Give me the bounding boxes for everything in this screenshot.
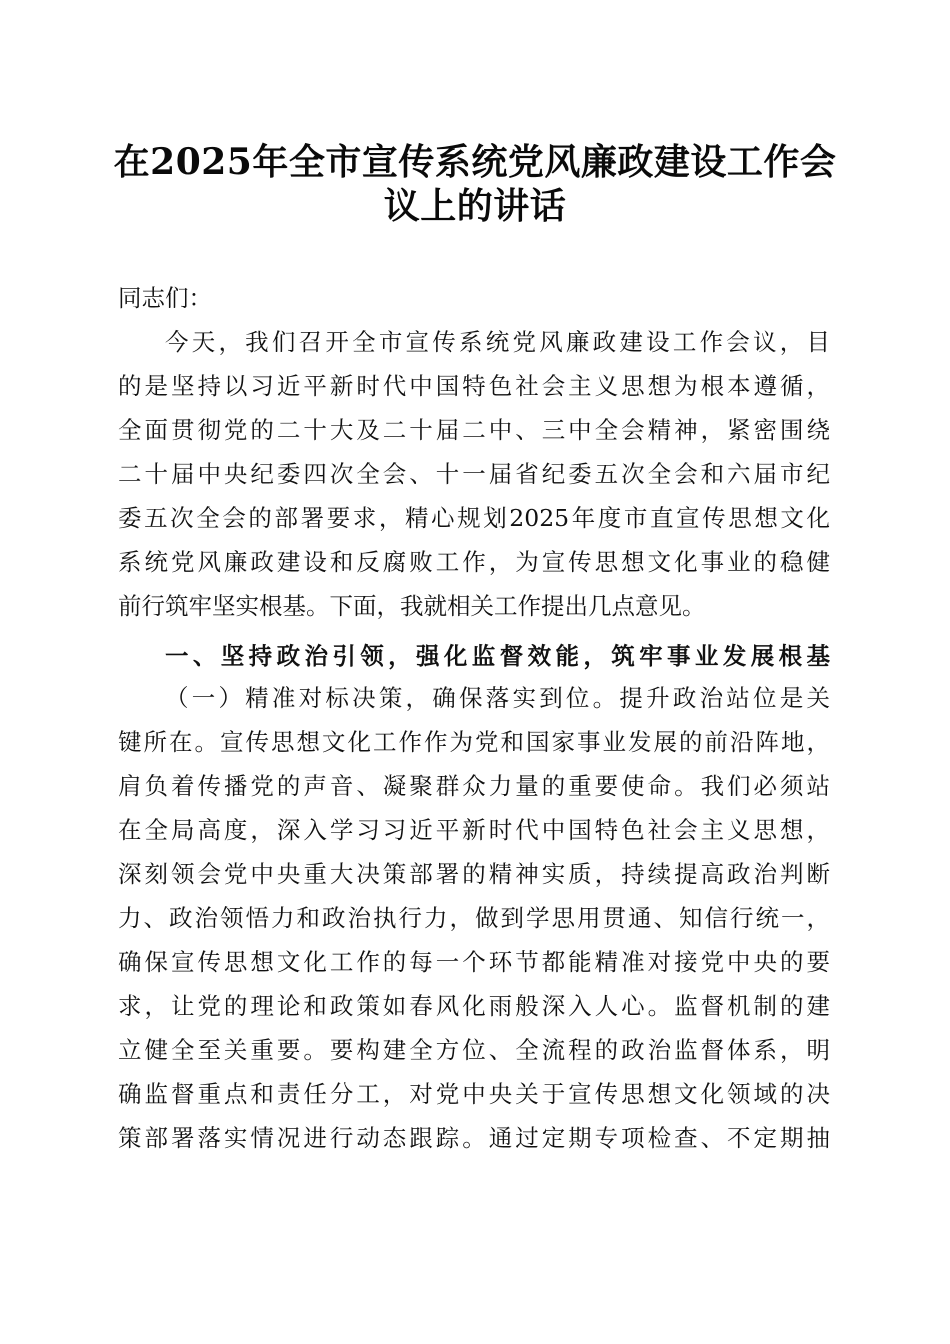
paragraph-line: 全面贯彻党的二十大及二十届二中、三中全会精神，紧密围绕 <box>118 416 830 444</box>
paragraph-line: 策部署落实情况进行动态跟踪。通过定期专项检查、不定期抽 <box>118 1124 830 1152</box>
document-title-line-1: 在2025年全市宣传系统党风廉政建设工作会 <box>113 141 837 183</box>
paragraph-line: 委五次全会的部署要求，精心规划2025年度市直宣传思想文化 <box>118 504 830 532</box>
paragraph-line: （一）精准对标决策，确保落实到位。提升政治站位是关 <box>165 684 830 712</box>
paragraph-line: 立健全至关重要。要构建全方位、全流程的政治监督体系，明 <box>118 1036 830 1064</box>
paragraph-line: 在全局高度，深入学习习近平新时代中国特色社会主义思想， <box>118 816 830 844</box>
paragraph-line: 深刻领会党中央重大决策部署的精神实质，持续提高政治判断 <box>118 860 830 888</box>
paragraph-line: 确监督重点和责任分工，对党中央关于宣传思想文化领域的决 <box>118 1080 830 1108</box>
greeting: 同志们： <box>118 284 212 312</box>
paragraph-line: 肩负着传播党的声音、凝聚群众力量的重要使命。我们必须站 <box>118 772 830 800</box>
paragraph-line: 二十届中央纪委四次全会、十一届省纪委五次全会和六届市纪 <box>118 460 830 488</box>
paragraph-line: 求，让党的理论和政策如春风化雨般深入人心。监督机制的建 <box>118 992 830 1020</box>
paragraph-line: 确保宣传思想文化工作的每一个环节都能精准对接党中央的要 <box>118 948 830 976</box>
paragraph-line: 今天，我们召开全市宣传系统党风廉政建设工作会议，目 <box>165 328 830 356</box>
section-heading: 一、坚持政治引领，强化监督效能，筑牢事业发展根基 <box>165 642 830 670</box>
paragraph-line: 前行筑牢坚实根基。下面，我就相关工作提出几点意见。 <box>118 592 706 620</box>
paragraph-line: 键所在。宣传思想文化工作作为党和国家事业发展的前沿阵地， <box>118 728 830 756</box>
document-title-line-2: 议上的讲话 <box>383 185 567 227</box>
paragraph-line: 系统党风廉政建设和反腐败工作，为宣传思想文化事业的稳健 <box>118 548 830 576</box>
paragraph-line: 的是坚持以习近平新时代中国特色社会主义思想为根本遵循， <box>118 372 830 400</box>
paragraph-line: 力、政治领悟力和政治执行力，做到学思用贯通、知信行统一， <box>118 904 830 932</box>
